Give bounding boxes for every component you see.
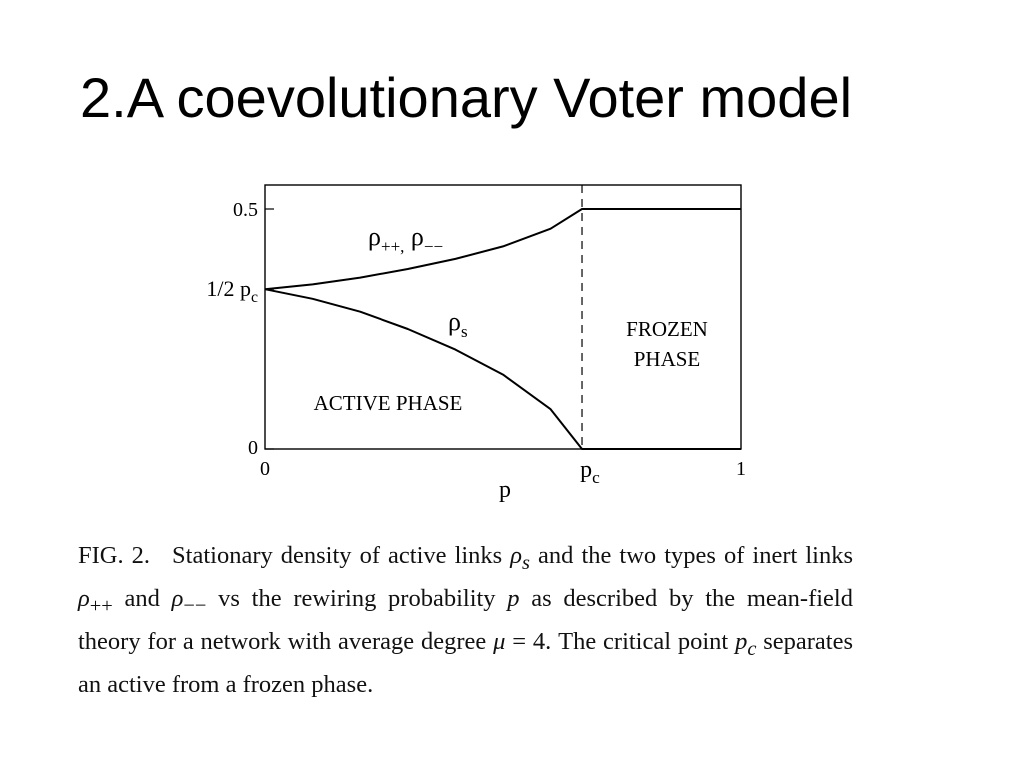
series-label-inert-links: $\rho_{++,}$ $\rho_{--}$ <box>368 222 444 256</box>
frozen-phase-label-line1: FROZEN <box>626 317 708 341</box>
slide-title: 2.A coevolutionary Voter model <box>80 66 853 129</box>
x-tick-label: 0 <box>260 458 270 480</box>
active-phase-label: ACTIVE PHASE <box>313 391 463 415</box>
y-tick-label: 0 <box>248 437 258 459</box>
y-tick-label: 1/2 $p_c$ <box>206 276 258 307</box>
x-tick-label: 1 <box>736 458 746 480</box>
y-tick-label: 0.5 <box>233 199 258 221</box>
x-tick-label: $p_c$ <box>580 457 600 487</box>
tick-layer <box>206 199 746 487</box>
x-axis-label: p <box>499 477 511 503</box>
series-label-active-links: $\rho_s$ <box>448 307 468 341</box>
series-line-inert-links <box>265 209 741 289</box>
caption-label: FIG. 2. <box>78 542 151 569</box>
frozen-phase-label-line2: PHASE <box>633 347 701 371</box>
figure-caption: FIG. 2. Stationary density of active links $\rho_s$ and the two types of inert links $\rho_{++}$ and $\rho_{--}$ vs the rewiring probability p as described by the mean-field theory for a network with average degree μ = 4. The critical point $p_c$ separates an active from a frozen phase. <box>78 542 854 698</box>
